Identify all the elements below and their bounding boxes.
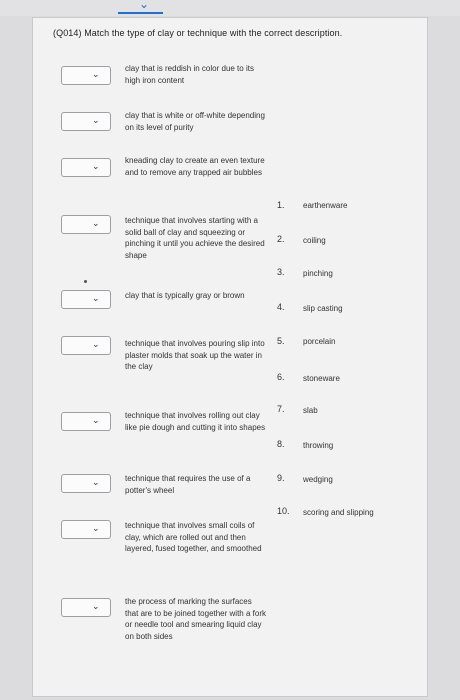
option-label-3: pinching bbox=[303, 269, 333, 278]
option-number-8: 8. bbox=[277, 439, 285, 449]
option-label-5: porcelain bbox=[303, 337, 336, 346]
match-select-2[interactable] bbox=[61, 112, 111, 131]
option-label-6: stoneware bbox=[303, 374, 340, 383]
match-select-6[interactable] bbox=[61, 336, 111, 355]
tab-indicator bbox=[118, 12, 163, 14]
option-label-7: slab bbox=[303, 406, 318, 415]
option-number-6: 6. bbox=[277, 372, 285, 382]
item-description-3: kneading clay to create an even texture and to remove any trapped air bubbles bbox=[125, 156, 265, 177]
chevron-down-icon: ⌄ bbox=[92, 602, 100, 612]
option-number-3: 3. bbox=[277, 267, 285, 277]
item-description-4: technique that involves starting with a solid ball of clay and squeezing or pinching it until you achieve the desired shape bbox=[125, 216, 265, 260]
match-select-3[interactable] bbox=[61, 158, 111, 177]
option-label-10: scoring and slipping bbox=[303, 508, 374, 517]
question-text: (Q014) Match the type of clay or technique with the correct description. bbox=[53, 28, 343, 38]
match-select-10[interactable] bbox=[61, 598, 111, 617]
option-number-10: 10. bbox=[277, 506, 290, 516]
option-number-1: 1. bbox=[277, 200, 285, 210]
option-number-4: 4. bbox=[277, 302, 285, 312]
item-description-6: technique that involves pouring slip into plaster molds that soak up the water in the clay bbox=[125, 339, 265, 371]
item-description-7: technique that involves rolling out clay like pie dough and cutting it into shapes bbox=[125, 411, 266, 432]
item-description-5: clay that is typically gray or brown bbox=[125, 291, 245, 300]
chevron-down-icon: ⌄ bbox=[92, 478, 100, 488]
chevron-down-icon[interactable]: ⌄ bbox=[139, 0, 150, 11]
option-number-7: 7. bbox=[277, 404, 285, 414]
chevron-down-icon: ⌄ bbox=[92, 116, 100, 126]
option-label-8: throwing bbox=[303, 441, 334, 450]
option-label-2: coiling bbox=[303, 236, 326, 245]
match-select-5[interactable] bbox=[61, 290, 111, 309]
top-bar bbox=[0, 0, 460, 16]
match-select-9[interactable] bbox=[61, 520, 111, 539]
cursor-dot bbox=[84, 280, 87, 283]
option-number-9: 9. bbox=[277, 473, 285, 483]
item-description-9: technique that involves small coils of clay, which are rolled out and then layered, fused together, and smoothed bbox=[125, 521, 262, 553]
chevron-down-icon: ⌄ bbox=[92, 340, 100, 350]
chevron-down-icon: ⌄ bbox=[92, 70, 100, 80]
chevron-down-icon: ⌄ bbox=[92, 162, 100, 172]
match-select-8[interactable] bbox=[61, 474, 111, 493]
option-number-2: 2. bbox=[277, 234, 285, 244]
chevron-down-icon: ⌄ bbox=[92, 524, 100, 534]
chevron-down-icon: ⌄ bbox=[92, 294, 100, 304]
question-card bbox=[32, 17, 428, 697]
option-number-5: 5. bbox=[277, 336, 285, 346]
chevron-down-icon: ⌄ bbox=[92, 219, 100, 229]
match-select-7[interactable] bbox=[61, 412, 111, 431]
option-label-1: earthenware bbox=[303, 201, 348, 210]
item-description-8: technique that requires the use of a potter's wheel bbox=[125, 474, 251, 495]
chevron-down-icon: ⌄ bbox=[92, 416, 100, 426]
item-description-1: clay that is reddish in color due to its high iron content bbox=[125, 64, 254, 85]
match-select-1[interactable] bbox=[61, 66, 111, 85]
option-label-9: wedging bbox=[303, 475, 333, 484]
match-select-4[interactable] bbox=[61, 215, 111, 234]
item-description-10: the process of marking the surfaces that are to be joined together with a fork or needle tool and smearing liquid clay on both sides bbox=[125, 597, 266, 641]
item-description-2: clay that is white or off-white depending on its level of purity bbox=[125, 111, 265, 132]
option-label-4: slip casting bbox=[303, 304, 343, 313]
